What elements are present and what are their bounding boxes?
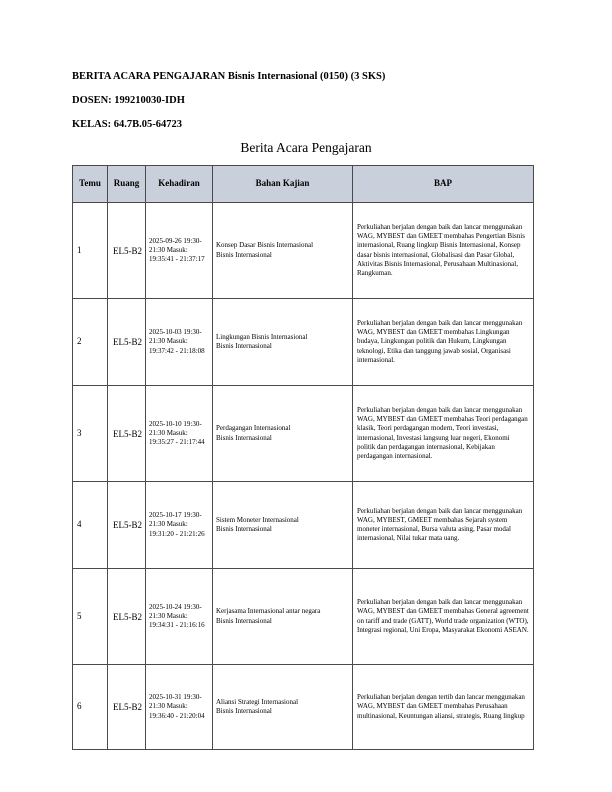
room-cell: EL5-B2 (108, 386, 146, 482)
bap-cell: Perkuliahan berjalan dengan baik dan lancar menggunakan WAG, MYBEST dan GMEET membahas Pengertian Bisnis internasional, Ruang lingkup Bisnis Internasional, Konsep dasar bisnis internasional, Globalisasi dan Pasar Global, Aktivitas Bisnis Internasional, Perusahaan Multinasional, Rangkuman. (353, 203, 534, 299)
subject-cell (213, 665, 353, 750)
subject-course: Bisnis Internasional (216, 616, 272, 625)
table-row (73, 386, 534, 482)
bap-cell: Perkuliahan berjalan dengan baik dan lancar menggunakan WAG, MYBEST dan GMEET membahas General agreement on tariff and trade (GATT), World trade organization (WTO), Integrasi regional, Uni Eropa, Masyarakat Ekonomi ASEAN. (353, 569, 534, 665)
col-header-bap: BAP (353, 166, 534, 203)
subject-cell (213, 203, 353, 299)
attendance-cell: 2025-10-24 19:30-21:30 Masuk: 19:34:31 - 21:16:16 (146, 569, 213, 665)
col-header-ruang: Ruang (108, 166, 146, 203)
bap-cell: Perkuliahan berjalan dengan baik dan lancar menggunakan WAG, MYBEST dan GMEET membahas Teori perdagangan klasik, Teori perdagangan modern, Teori investasi, internasional, Investasi langsung luar negeri, Ekonomi politik dan perdagangan internasional, Kebijakan perdagangan internasional. (353, 386, 534, 482)
meeting-number: 4 (73, 482, 108, 569)
attendance-cell: 2025-10-10 19:30-21:30 Masuk: 19:35:27 - 21:17:44 (146, 386, 213, 482)
lecturer-heading: DOSEN: 199210030-IDH (72, 95, 185, 106)
subject-cell (213, 482, 353, 569)
subject-topic: Aliansi Strategi Internasional (216, 697, 299, 706)
meeting-number: 6 (73, 665, 108, 750)
subject-topic: Lingkungan Bisnis Internasional (216, 332, 308, 341)
attendance-cell: 2025-10-17 19:30-21:30 Masuk: 19:31:20 - 21:21:26 (146, 482, 213, 569)
room-cell: EL5-B2 (108, 299, 146, 386)
meeting-number: 2 (73, 299, 108, 386)
subject-course: Bisnis Internasional (216, 525, 272, 533)
subject-course: Bisnis Internasional (216, 342, 272, 350)
col-header-temu: Temu (73, 166, 108, 203)
subject-course: Bisnis Internasional (216, 250, 272, 259)
table-header-row (73, 166, 534, 203)
room-cell: EL5-B2 (108, 665, 146, 750)
subject-cell (213, 299, 353, 386)
subject-topic: Konsep Dasar Bisnis Internasional (216, 241, 314, 250)
subject-course: Bisnis Internasional (216, 433, 272, 442)
subject-course: Bisnis Internasional (216, 707, 272, 715)
subject-cell (213, 569, 353, 665)
attendance-cell: 2025-09-26 19:30-21:30 Masuk: 19:35:41 - 21:37:17 (146, 203, 213, 299)
col-header-bahan-kajian: Bahan Kajian (213, 166, 353, 203)
class-heading: KELAS: 64.7B.05-64723 (72, 119, 182, 130)
attendance-cell: 2025-10-03 19:30-21:30 Masuk: 19:37:42 - 21:18:08 (146, 299, 213, 386)
table-row (73, 482, 534, 569)
subject-topic: Sistem Moneter Internasional (216, 515, 299, 524)
course-heading: BERITA ACARA PENGAJARAN Bisnis Internasional (0150) (3 SKS) (72, 71, 386, 82)
meeting-number: 3 (73, 386, 108, 482)
bap-cell: Perkuliahan berjalan dengan baik dan lancar menggunakan WAG, MYBEST dan GMEET membahas Lingkungan budaya, Lingkungan politik dan Hukum, Lingkungan teknologi, Etika dan tanggung jawab sosial, Organisasi internasional. (353, 299, 534, 386)
attendance-cell: 2025-10-31 19:30-21:30 Masuk: 19:36:40 - 21:20:04 (146, 665, 213, 750)
subject-cell (213, 386, 353, 482)
table-row (73, 665, 534, 750)
table-row (73, 299, 534, 386)
room-cell: EL5-B2 (108, 569, 146, 665)
meeting-number: 5 (73, 569, 108, 665)
document-title: Berita Acara Pengajaran (240, 140, 372, 155)
teaching-record-table (72, 165, 534, 750)
bap-cell: Perkuliahan berjalan dengan baik dan lancar menggunakan WAG, MYBEST, GMEET membahas Sejarah system moneter internasional, Bursa valuta asing, Pasar modal internasional, Nilai tukar mata uang. (353, 482, 534, 569)
subject-topic: Kerjasama Internasional antar negara (216, 607, 321, 616)
room-cell: EL5-B2 (108, 482, 146, 569)
subject-topic: Perdagangan Internasional (216, 424, 291, 433)
table-row (73, 203, 534, 299)
meeting-number: 1 (73, 203, 108, 299)
bap-cell: Perkuliahan berjalan dengan tertib dan lancar menggunakan WAG, MYBEST dan GMEET membahas Perusahaan multinasional, Keuntungan aliansi, strategis, Ruang lingkup (353, 665, 534, 750)
room-cell: EL5-B2 (108, 203, 146, 299)
table-row (73, 569, 534, 665)
col-header-kehadiran: Kehadiran (146, 166, 213, 203)
